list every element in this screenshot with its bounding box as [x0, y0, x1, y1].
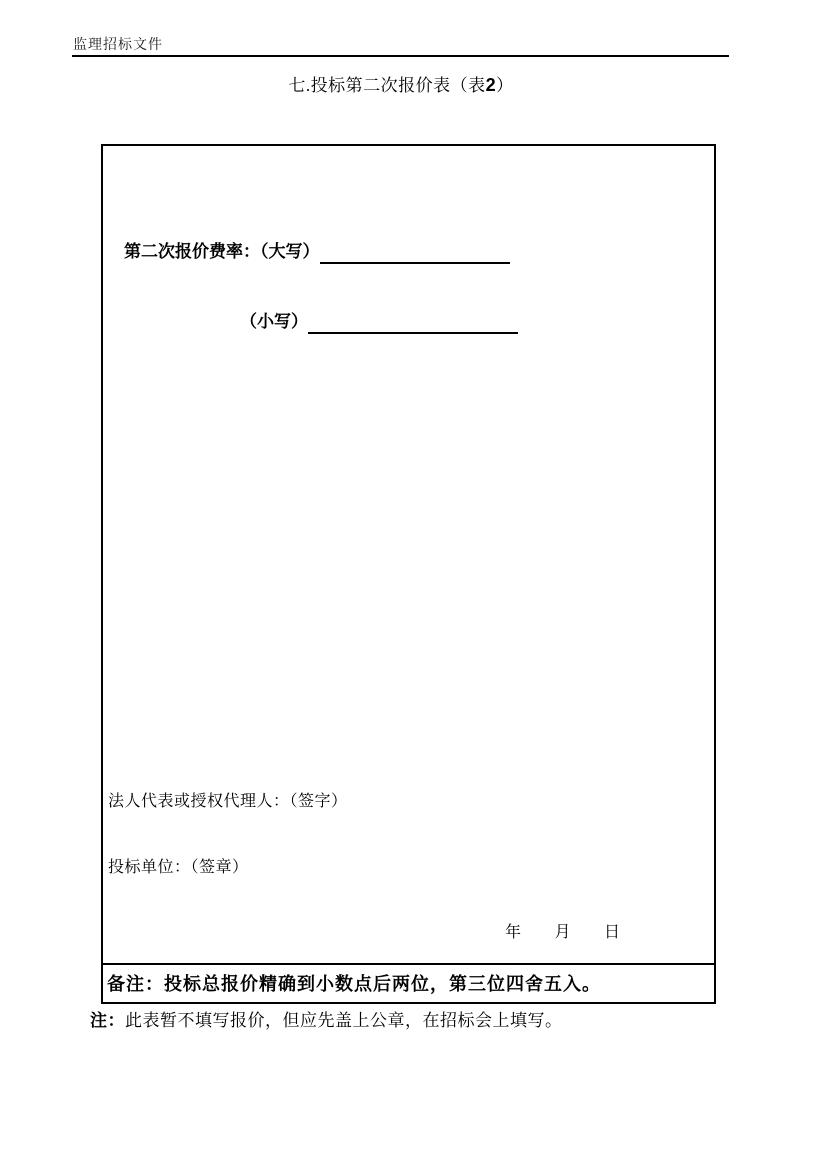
- rate-line-uppercase: [124, 240, 510, 264]
- footnote: [90, 1009, 563, 1033]
- rate-uppercase-label: 第二次报价费率：（大写）: [124, 242, 320, 261]
- remark-row: [103, 963, 714, 1002]
- header-rule-divider: [72, 55, 729, 57]
- footnote-text: 此表暂不填写报价，但应先盖上公章，在招标会上填写。: [125, 1011, 563, 1030]
- page-title-suffix: ）: [496, 76, 514, 95]
- legal-representative-signature-line: 法人代表或授权代理人：（签字）: [108, 793, 348, 810]
- running-header-text: 监理招标文件: [73, 38, 163, 53]
- footnote-label: 注：: [90, 1011, 125, 1030]
- quotation-form-box: [101, 144, 716, 1004]
- rate-lowercase-label: （小写）: [240, 312, 308, 331]
- date-line: 年 月 日: [505, 924, 621, 941]
- page-title-prefix: 七.投标第二次报价表（表: [288, 76, 486, 95]
- rate-line-lowercase: [240, 310, 518, 334]
- bidder-seal-line: 投标单位：（签章）: [108, 859, 249, 876]
- rate-lowercase-blank[interactable]: [308, 310, 518, 334]
- page-title-table-number: 2: [485, 75, 497, 95]
- rate-uppercase-blank[interactable]: [320, 240, 510, 264]
- page-title: [73, 72, 729, 99]
- remark-text: 备注：投标总报价精确到小数点后两位，第三位四舍五入。: [107, 973, 601, 994]
